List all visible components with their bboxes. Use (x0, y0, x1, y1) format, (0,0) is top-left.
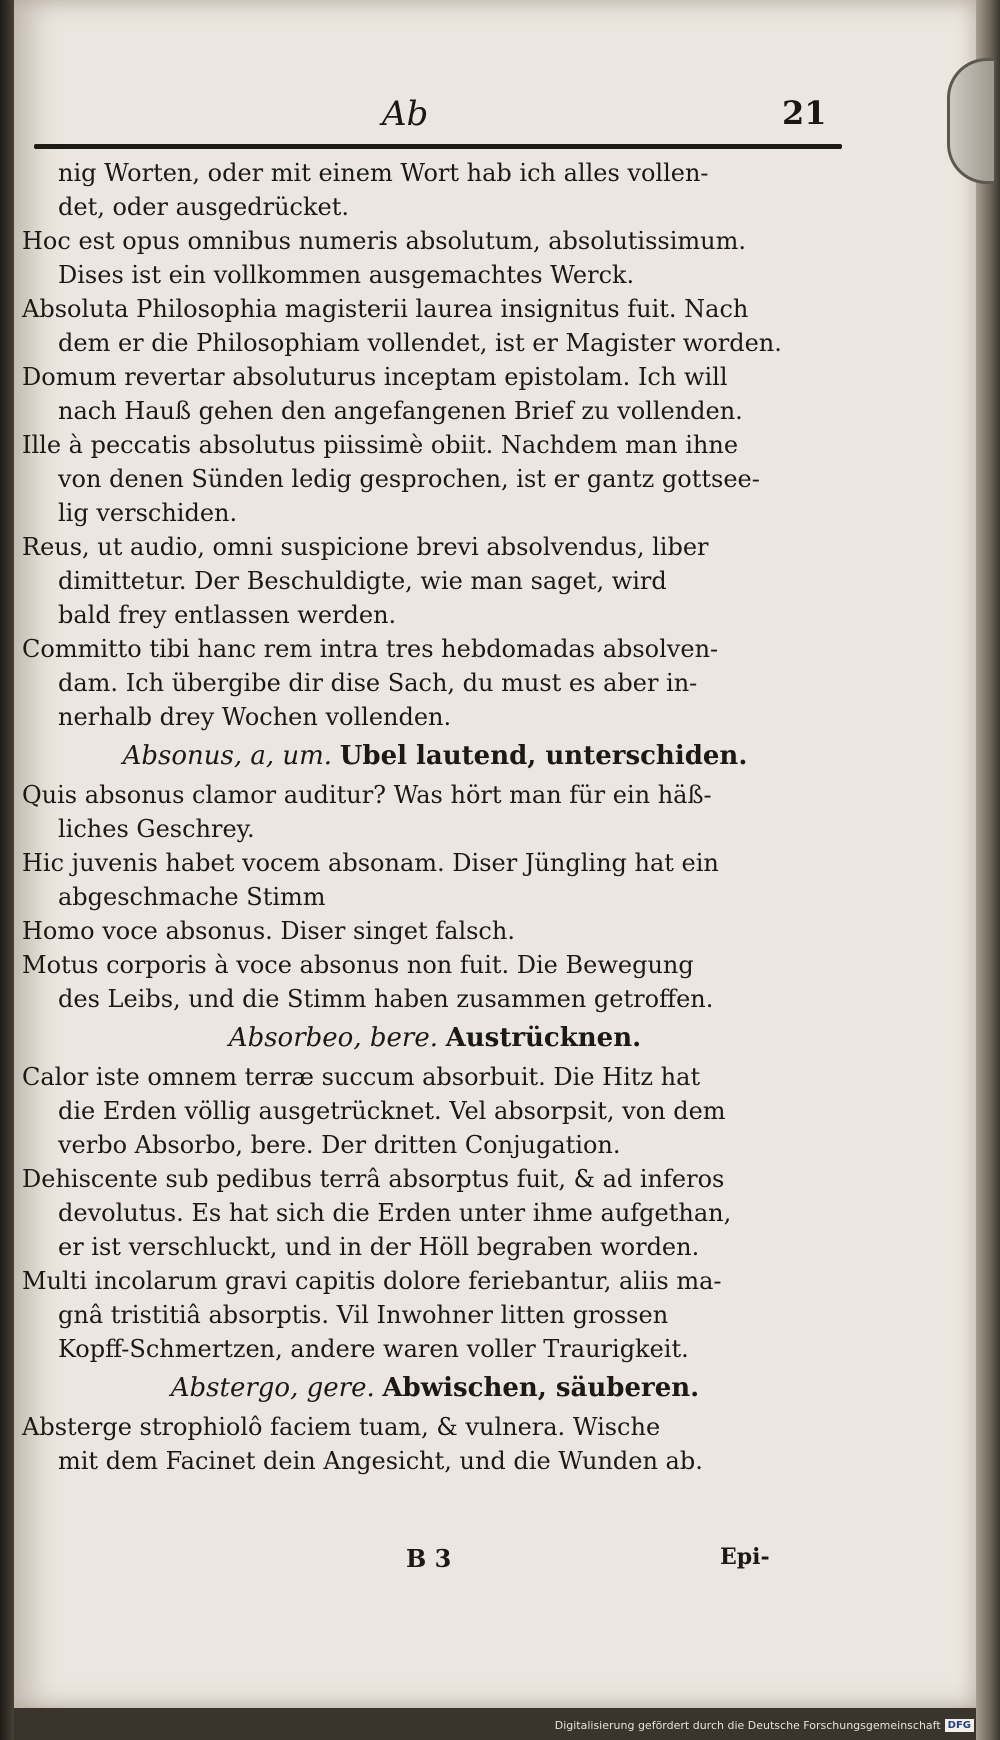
entry-heading (22, 1368, 848, 1408)
example-line: Absterge strophiolô faciem tuam, & vulnera. Wische (22, 1413, 661, 1441)
example-line: Domum revertar absoluturus inceptam epistolam. Ich will (22, 363, 728, 391)
page-number: 21 (782, 94, 827, 132)
digitization-credit (555, 1719, 974, 1732)
continuation-line: devolutus. Es hat sich die Erden unter ihme aufgethan, (58, 1199, 732, 1227)
heading-lemma: Absonus, a, um. (122, 741, 333, 771)
continuation-line: det, oder ausgedrücket. (58, 193, 349, 221)
example-line: Calor iste omnem terræ succum absorbuit. Die Hitz hat (22, 1063, 701, 1091)
continuation-line: liches Geschrey. (58, 815, 255, 843)
continuation-line: nig Worten, oder mit einem Wort hab ich alles vollen- (58, 159, 709, 187)
dfg-logo-icon: DFG (945, 1719, 974, 1732)
heading-gloss: Abwischen, säuberen. (382, 1373, 700, 1403)
heading-lemma: Abstergo, gere. (170, 1373, 375, 1403)
example-line: Reus, ut audio, omni suspicione brevi absolvendus, liber (22, 533, 709, 561)
example-line: Motus corporis à voce absonus non fuit. Die Bewegung (22, 951, 694, 979)
continuation-line: er ist verschluckt, und in der Höll begraben worden. (58, 1233, 700, 1261)
example-line: Homo voce absonus. Diser singet falsch. (22, 917, 515, 945)
continuation-line: des Leibs, und die Stimm haben zusammen getroffen. (58, 985, 714, 1013)
page-header (30, 92, 850, 138)
continuation-line: bald frey entlassen werden. (58, 601, 397, 629)
example-line: Quis absonus clamor auditur? Was hört man für ein häß- (22, 781, 712, 809)
catchword: Epi- (720, 1544, 770, 1570)
continuation-line: dam. Ich übergibe dir dise Sach, du must es aber in- (58, 669, 698, 697)
entry-heading (22, 1018, 848, 1058)
example-line: Dehiscente sub pedibus terrâ absorptus fuit, & ad inferos (22, 1165, 725, 1193)
page-footer (30, 1544, 830, 1584)
continuation-line: gnâ tristitiâ absorptis. Vil Inwohner litten grossen (58, 1301, 669, 1329)
continuation-line: Dises ist ein vollkommen ausgemachtes Werck. (58, 261, 635, 289)
book-binding (0, 0, 14, 1740)
continuation-line: von denen Sünden ledig gesprochen, ist er gantz gottsee- (58, 465, 760, 493)
continuation-line: mit dem Facinet dein Angesicht, und die Wunden ab. (58, 1447, 703, 1475)
continuation-line: die Erden völlig ausgetrücknet. Vel absorpsit, von dem (58, 1097, 726, 1125)
heading-gloss: Ubel lautend, unterschiden. (339, 741, 748, 771)
heading-gloss: Austrücknen. (445, 1023, 642, 1053)
example-line: Multi incolarum gravi capitis dolore feriebantur, aliis ma- (22, 1267, 722, 1295)
continuation-line: abgeschmache Stimm (58, 883, 326, 911)
header-rule (34, 144, 842, 149)
signature-mark: B 3 (406, 1544, 452, 1573)
continuation-line: lig verschiden. (58, 499, 238, 527)
example-line: Ille à peccatis absolutus piissimè obiit. Nachdem man ihne (22, 431, 739, 459)
continuation-line: dem er die Philosophiam vollendet, ist er Magister worden. (58, 329, 782, 357)
heading-lemma: Absorbeo, bere. (228, 1023, 438, 1053)
continuation-line: nerhalb drey Wochen vollenden. (58, 703, 452, 731)
example-line: Hoc est opus omnibus numeris absolutum, absolutissimum. (22, 227, 747, 255)
continuation-line: nach Hauß gehen den angefangenen Brief zu vollenden. (58, 397, 743, 425)
page-edge (976, 0, 1000, 1740)
dictionary-text (22, 156, 848, 1478)
example-line: Committo tibi hanc rem intra tres hebdomadas absolven- (22, 635, 719, 663)
page-clip (947, 58, 994, 184)
running-head: Ab (382, 94, 429, 134)
entry-heading (22, 736, 848, 776)
continuation-line: Kopff-Schmertzen, andere waren voller Traurigkeit. (58, 1335, 689, 1363)
continuation-line: verbo Absorbo, bere. Der dritten Conjugation. (58, 1131, 621, 1159)
example-line: Hic juvenis habet vocem absonam. Diser Jüngling hat ein (22, 849, 719, 877)
credit-text: Digitalisierung gefördert durch die Deutsche Forschungsgemeinschaft (554, 1719, 941, 1732)
continuation-line: dimittetur. Der Beschuldigte, wie man saget, wird (58, 567, 667, 595)
example-line: Absoluta Philosophia magisterii laurea insignitus fuit. Nach (22, 295, 749, 323)
